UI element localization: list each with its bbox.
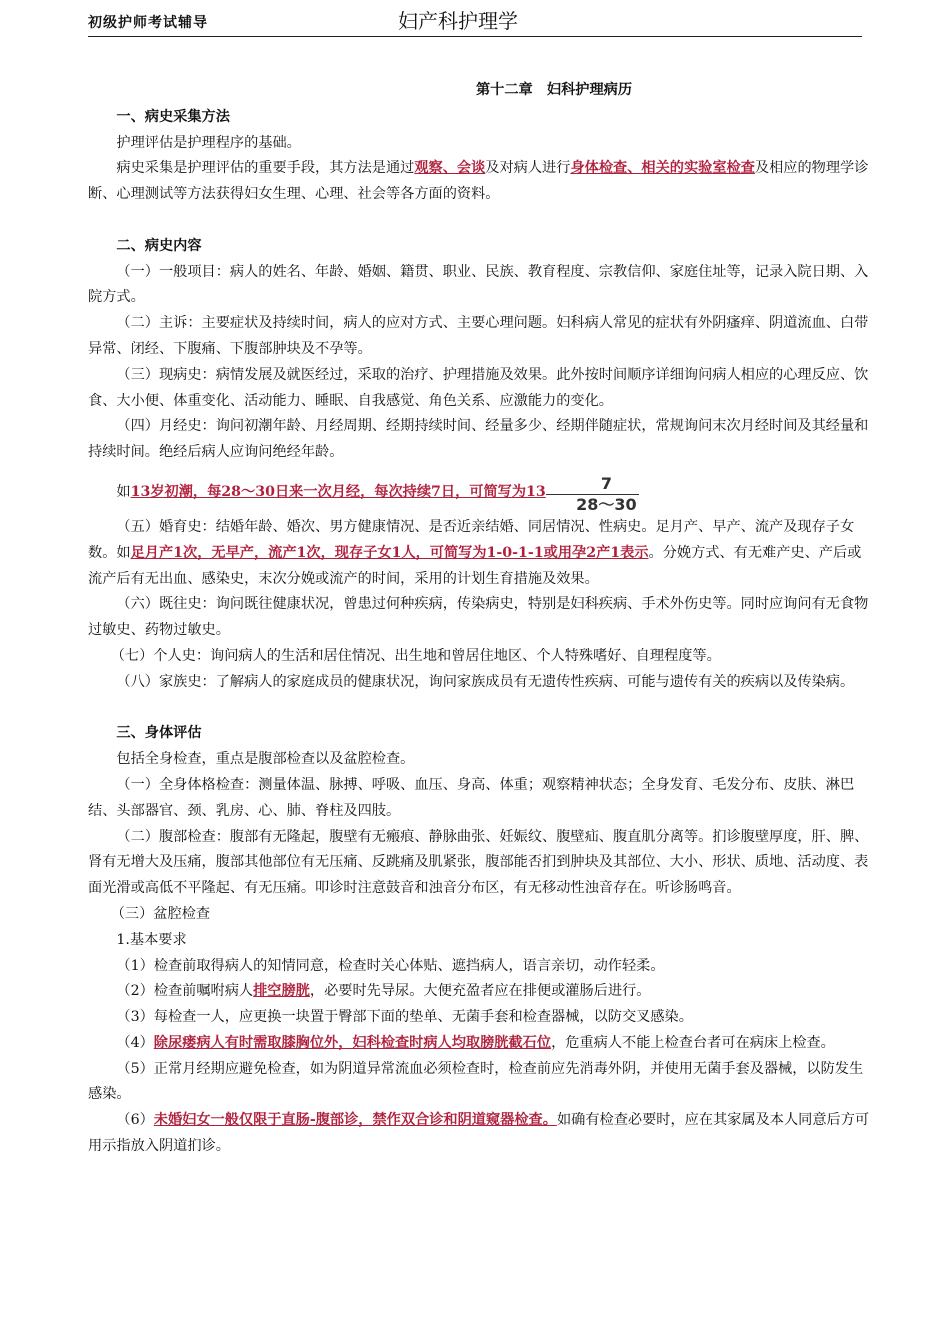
s2-item-7: （七）个人史：询问病人的生活和居住情况、出生地和曾居住地区、个人特殊嗜好、自理程度等。 [110, 647, 721, 664]
requirement-6 [88, 1108, 870, 1160]
s3-intro: 包括全身检查，重点是腹部检查以及盆腔检查。 [116, 751, 415, 768]
text: （2）检查前嘱咐病人 [116, 983, 254, 1000]
s2-item-6: （六）既往史：询问既往健康状况，曾患过何种疾病，传染病史，特别是妇科疾病、手术外伤史等。同时应询问有无食物过敏史、药物过敏史。 [88, 596, 869, 639]
requirement-1: （1）检查前取得病人的知情同意，检查时关心体贴、遮挡病人，语言亲切，动作轻柔。 [116, 957, 665, 974]
highlight-menstrual-example: 13岁初潮，每28～30日来一次月经，每次持续7日，可简写为13 [130, 483, 546, 500]
fraction-denominator: 28～30 [576, 494, 637, 514]
requirement-4 [88, 1031, 870, 1057]
s1-paragraph-1: 护理评估是护理程序的基础。 [116, 134, 301, 151]
text: 及对病人进行 [485, 160, 571, 177]
text: 如确有检查必要时，应在其家属及本人同意后方可用示指放入阴道扪诊。 [88, 1112, 870, 1155]
fraction-numerator: 7 [546, 474, 639, 495]
s3-item-3: （三）盆腔检查 [110, 905, 211, 922]
text: （6） [116, 1112, 154, 1129]
chapter-title: 第十二章 妇科护理病历 [475, 82, 633, 98]
s2-item-1: （一）一般项目：病人的姓名、年龄、婚姻、籍贯、职业、民族、教育程度、宗教信仰、家庭住址等，记录入院日期、入院方式。 [88, 263, 869, 306]
text: 及相应的物理学诊断、心理测试等方法获得妇女生理、心理、社会等各方面的资料。 [88, 160, 869, 203]
text: （五）婚育史：结婚年龄、婚次、男方健康情况、是否近亲结婚、同居情况、性病史。足月产、早产、流产及现存子女数。如 [88, 518, 855, 561]
highlight-empty-bladder: 排空膀胱 [253, 983, 310, 1000]
page-header [88, 8, 862, 37]
s2-item-5 [88, 515, 870, 592]
highlight-lithotomy-position: 除尿瘘病人有时需取膝胸位外，妇科检查时病人均取膀胱截石位 [153, 1034, 552, 1051]
s2-item-2: （二）主诉：主要症状及持续时间，病人的应对方式、主要心理问题。妇科病人常见的症状有外阴瘙痒、阴道流血、白带异常、闭经、下腹痛、下腹部肿块及不孕等。 [88, 315, 869, 357]
document-body [88, 78, 870, 1160]
highlight-observe: 观察、会谈 [414, 160, 486, 177]
highlight-physical-exam: 身体检查、相关的实验室检查 [570, 160, 755, 177]
header-left-text: 初级护师考试辅导 [88, 15, 208, 31]
s1-paragraph-2 [88, 156, 870, 208]
menstrual-example [88, 474, 870, 515]
section-1-title: 一、病史采集方法 [116, 108, 230, 125]
text: 如 [116, 483, 131, 500]
s2-item-8: （八）家族史：了解病人的家庭成员的健康状况，询问家族成员有无遗传性疾病、可能与遗传有关的疾病以及传染病。 [116, 673, 855, 690]
s2-item-4: （四）月经史：询问初潮年龄、月经周期、经期持续时间、经量多少、经期伴随症状，常规询问末次月经时间及其经量和持续时间。绝经后病人应询问绝经年龄。 [88, 418, 869, 461]
text: 病史采集是护理评估的重要手段，其方法是通过 [116, 160, 415, 177]
section-2-title: 二、病史内容 [116, 237, 202, 254]
basic-requirements: 1.基本要求 [116, 931, 187, 948]
highlight-obstetric-history: 足月产1次，无早产，流产1次，现存子女1人，可简写为1-0-1-1或用孕2产1表示 [130, 544, 649, 561]
highlight-unmarried-exam: 未婚妇女一般仅限于直肠-腹部诊，禁作双合诊和阴道窥器检查。 [153, 1112, 557, 1129]
section-3-title: 三、身体评估 [116, 725, 202, 742]
s3-item-2: （二）腹部检查：腹部有无隆起，腹壁有无瘢痕、静脉曲张、妊娠纹、腹壁疝、腹直肌分离等。扪诊腹壁厚度，肝、脾、肾有无增大及压痛，腹部其他部位有无压痛、反跳痛及肌紧张，腹部能否扪到肿块及其部位、大小、形状、质地、活动度、表面光滑或高低不平隆起、有无压痛。叩诊时注意鼓音和浊音分布区，有无移动性浊音存在。听诊肠鸣音。 [88, 828, 869, 897]
text: ，必要时先导尿。大便充盈者应在排便或灌肠后进行。 [309, 983, 651, 1000]
s3-item-1: （一）全身体格检查：测量体温、脉搏、呼吸、血压、身高、体重；观察精神状态；全身发育、毛发分布、皮肤、淋巴结、头部器官、颈、乳房、心、肺、脊柱及四肢。 [88, 776, 855, 819]
text: ，危重病人不能上检查台者可在病床上检查。 [551, 1034, 835, 1051]
requirement-5: （5）正常月经期应避免检查，如为阴道异常流血必须检查时，检查前应先消毒外阴，并使用无菌手套及器械，以防发生感染。 [88, 1060, 864, 1103]
s2-item-3: （三）现病史：病情发展及就医经过，采取的治疗、护理措施及效果。此外按时间顺序详细询问病人相应的心理反应、饮食、大小便、体重变化、活动能力、睡眠、自我感觉、角色关系、应激能力的变化。 [88, 366, 869, 409]
text: （4） [116, 1034, 154, 1051]
menstrual-fraction [546, 474, 639, 515]
requirement-3: （3）每检查一人，应更换一块置于臀部下面的垫单、无菌手套和检查器械，以防交叉感染。 [116, 1009, 693, 1026]
requirement-2 [88, 979, 870, 1005]
header-title: 妇产科护理学 [398, 9, 518, 33]
text: 。分娩方式、有无难产史、产后或流产后有无出血、感染史，末次分娩或流产的时间，采用的计划生育措施及效果。 [88, 544, 862, 587]
